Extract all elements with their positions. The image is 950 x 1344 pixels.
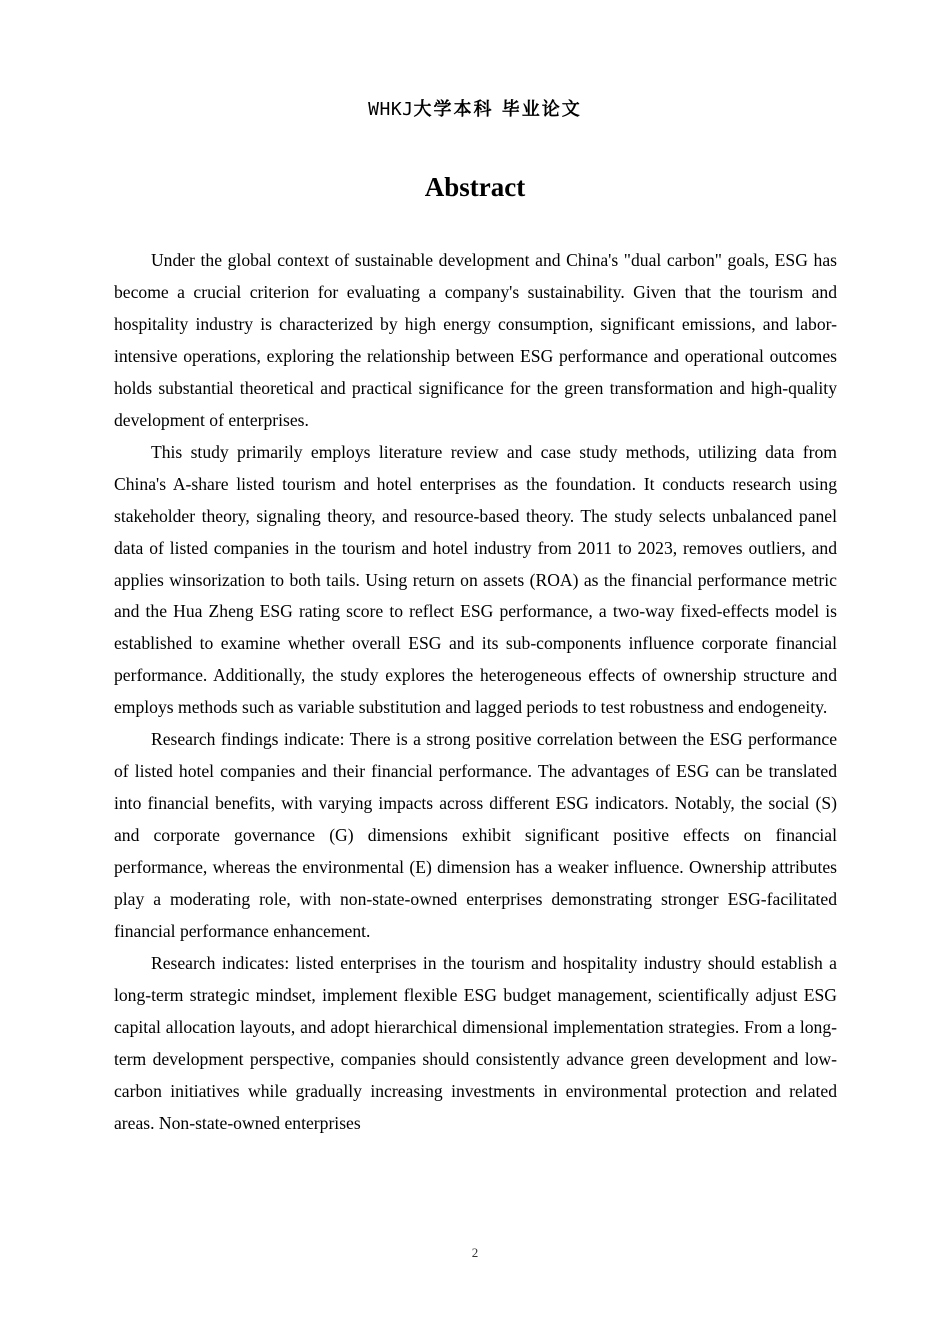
page-number: 2 — [471, 1245, 479, 1260]
paragraph: Under the global context of sustainable development and China's "dual carbon" goals, ESG has become a crucial criterion for evaluating a company's sustainability. Given that the tourism and hospitality industry is characterized by high energy consumption, significant emissions, and labor-intensive operations, exploring the relationship between ESG performance and operational outcomes holds substantial theoretical and practical significance for the green transformation and high-quality development of enterprises. — [114, 250, 837, 430]
paragraph: Research indicates: listed enterprises in the tourism and hospitality industry should establish a long-term strategic mindset, implement flexible ESG budget management, scientifically adjust ESG capital allocation layouts, and adopt hierarchical dimensional implementation strategies. From a long-term development perspective, companies should consistently advance green development and low-carbon initiatives while gradually increasing investments in environmental protection and related areas. Non-state-owned enterprises — [114, 952, 837, 1133]
header-latin-text: WHKJ — [368, 99, 414, 120]
running-header — [0, 95, 950, 121]
header-cjk-text: 大学本科 毕业论文 — [413, 99, 582, 120]
abstract-title: Abstract — [424, 172, 526, 202]
paragraph: Research findings indicate: There is a strong positive correlation between the ESG performance of listed hotel companies and their financial performance. The advantages of ESG can be translated into financial benefits, with varying impacts across different ESG indicators. Notably, the social (S) and corporate governance (G) dimensions exhibit significant positive effects on financial performance, whereas the environmental (E) dimension has a weaker influence. Ownership attributes play a moderating role, with non-state-owned enterprises demonstrating stronger ESG-facilitated financial performance enhancement. — [114, 729, 837, 942]
abstract-body — [114, 245, 837, 1140]
paragraph: This study primarily employs literature review and case study methods, utilizing data from China's A-share listed tourism and hotel enterprises as the foundation. It conducts research using stakeholder theory, signaling theory, and resource-based theory. The study selects unbalanced panel data of listed companies in the tourism and hotel industry from 2011 to 2023, removes outliers, and applies winsorization to both tails. Using return on assets (ROA) as the financial performance metric and the Hua Zheng ESG rating score to reflect ESG performance, a two-way fixed-effects model is established to examine whether overall ESG and its sub-components influence corporate financial performance. Additionally, the study explores the heterogeneous effects of ownership structure and employs methods such as variable substitution and lagged periods to test robustness and endogeneity. — [114, 441, 837, 718]
